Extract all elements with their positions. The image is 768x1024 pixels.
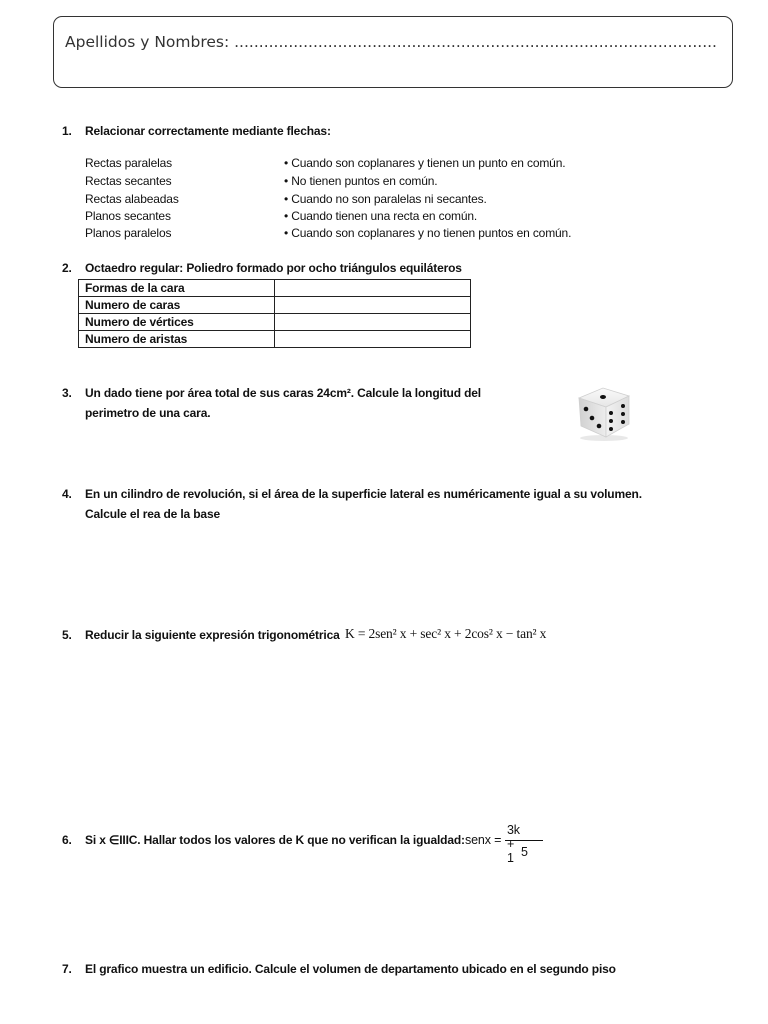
list-item: Rectas paralelas	[85, 156, 172, 170]
table-label-cell: Numero de aristas	[79, 331, 275, 348]
fraction-numerator: 3k + 1	[507, 823, 520, 865]
student-info-header	[53, 16, 733, 88]
table-row	[79, 331, 471, 348]
list-item: • Cuando tienen una recta en común.	[284, 209, 478, 223]
list-item: Planos paralelos	[85, 226, 172, 240]
question-number: 1.	[62, 124, 72, 138]
table-row	[79, 280, 471, 297]
list-item: • Cuando son coplanares y tienen un punto en común.	[284, 156, 566, 170]
question-text: Relacionar correctamente mediante flechas:	[85, 124, 331, 138]
question-text: Reducir la siguiente expresión trigonométrica	[85, 628, 340, 642]
table-label-cell: Formas de la cara	[79, 280, 275, 297]
list-item: Planos secantes	[85, 209, 171, 223]
list-item: Rectas alabeadas	[85, 192, 179, 206]
table-answer-cell[interactable]	[275, 297, 471, 314]
dice-icon	[573, 380, 635, 442]
question-number: 7.	[62, 962, 72, 976]
table-row	[79, 314, 471, 331]
list-item: Rectas secantes	[85, 174, 172, 188]
fraction-bar	[505, 840, 543, 841]
octahedron-table	[78, 279, 471, 348]
question-text: Si x ∈IIIC. Hallar todos los valores de K que no verifican la igualdad:	[85, 833, 465, 847]
question-text-continued: Calcule el rea de la base	[85, 507, 220, 521]
question-text: El grafico muestra un edificio. Calcule el volumen de departamento ubicado en el segundo piso	[85, 962, 616, 976]
list-item: • Cuando no son paralelas ni secantes.	[284, 192, 487, 206]
fraction-denominator: 5	[521, 845, 528, 859]
table-label-cell: Numero de caras	[79, 297, 275, 314]
question-text: En un cilindro de revolución, si el área de la superficie lateral es numéricamente igual a su volumen.	[85, 487, 642, 501]
question-number: 6.	[62, 833, 72, 847]
equation-lhs: senx =	[465, 833, 502, 847]
names-field: Apellidos y Nombres: ..................................................................................................	[65, 33, 717, 51]
table-label-cell: Numero de vértices	[79, 314, 275, 331]
question-number: 3.	[62, 386, 72, 400]
table-row	[79, 297, 471, 314]
question-text: Octaedro regular: Poliedro formado por ocho triángulos equiláteros	[85, 261, 462, 275]
table-answer-cell[interactable]	[275, 331, 471, 348]
trig-expression: K = 2sen² x + sec² x + 2cos² x − tan² x	[345, 626, 547, 641]
question-text: Un dado tiene por área total de sus caras 24cm². Calcule la longitud del	[85, 386, 481, 400]
list-item: • Cuando son coplanares y no tienen puntos en común.	[284, 226, 572, 240]
table-answer-cell[interactable]	[275, 280, 471, 297]
question-number: 4.	[62, 487, 72, 501]
table-answer-cell[interactable]	[275, 314, 471, 331]
question-number: 5.	[62, 628, 72, 642]
question-number: 2.	[62, 261, 72, 275]
question-text-continued: perimetro de una cara.	[85, 406, 211, 420]
list-item: • No tienen puntos en común.	[284, 174, 438, 188]
